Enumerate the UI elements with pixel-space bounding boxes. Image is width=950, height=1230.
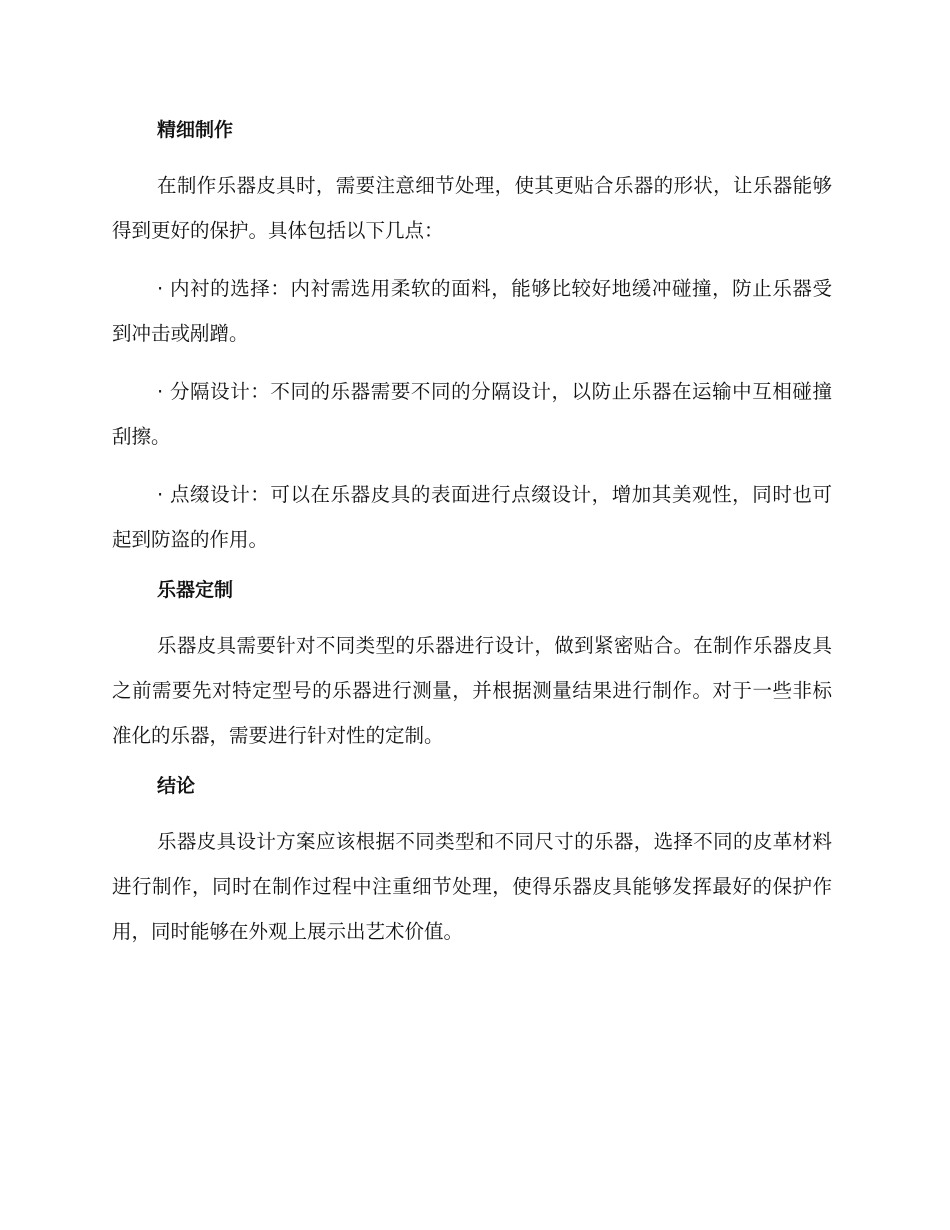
document-page bbox=[112, 110, 832, 954]
section-paragraph: 乐器皮具需要针对不同类型的乐器进行设计，做到紧密贴合。在制作乐器皮具之前需要先对特定型号的乐器进行测量，并根据测量结果进行制作。对于一些非标准化的乐器，需要进行针对性的定制。 bbox=[112, 634, 832, 747]
section-heading-fine-craft: 精细制作 bbox=[157, 119, 234, 141]
section-paragraph: 在制作乐器皮具时，需要注意细节处理，使其更贴合乐器的形状，让乐器能够得到更好的保护。具体包括以下几点： bbox=[112, 174, 832, 242]
bullet-item-lining: · 内衬的选择：内衬需选用柔软的面料，能够比较好地缓冲碰撞，防止乐器受到冲击或剐蹭。 bbox=[112, 277, 832, 345]
section-paragraph: 乐器皮具设计方案应该根据不同类型和不同尺寸的乐器，选择不同的皮革材料进行制作，同时在制作过程中注重细节处理，使得乐器皮具能够发挥最好的保护作用，同时能够在外观上展示出艺术价值。 bbox=[112, 830, 832, 943]
bullet-item-decoration: · 点缀设计：可以在乐器皮具的表面进行点缀设计，增加其美观性，同时也可起到防盗的作用。 bbox=[112, 483, 832, 551]
section-heading-customization: 乐器定制 bbox=[157, 579, 234, 601]
bullet-item-divider: · 分隔设计：不同的乐器需要不同的分隔设计，以防止乐器在运输中互相碰撞刮擦。 bbox=[112, 380, 832, 448]
section-heading-conclusion: 结论 bbox=[157, 775, 196, 797]
